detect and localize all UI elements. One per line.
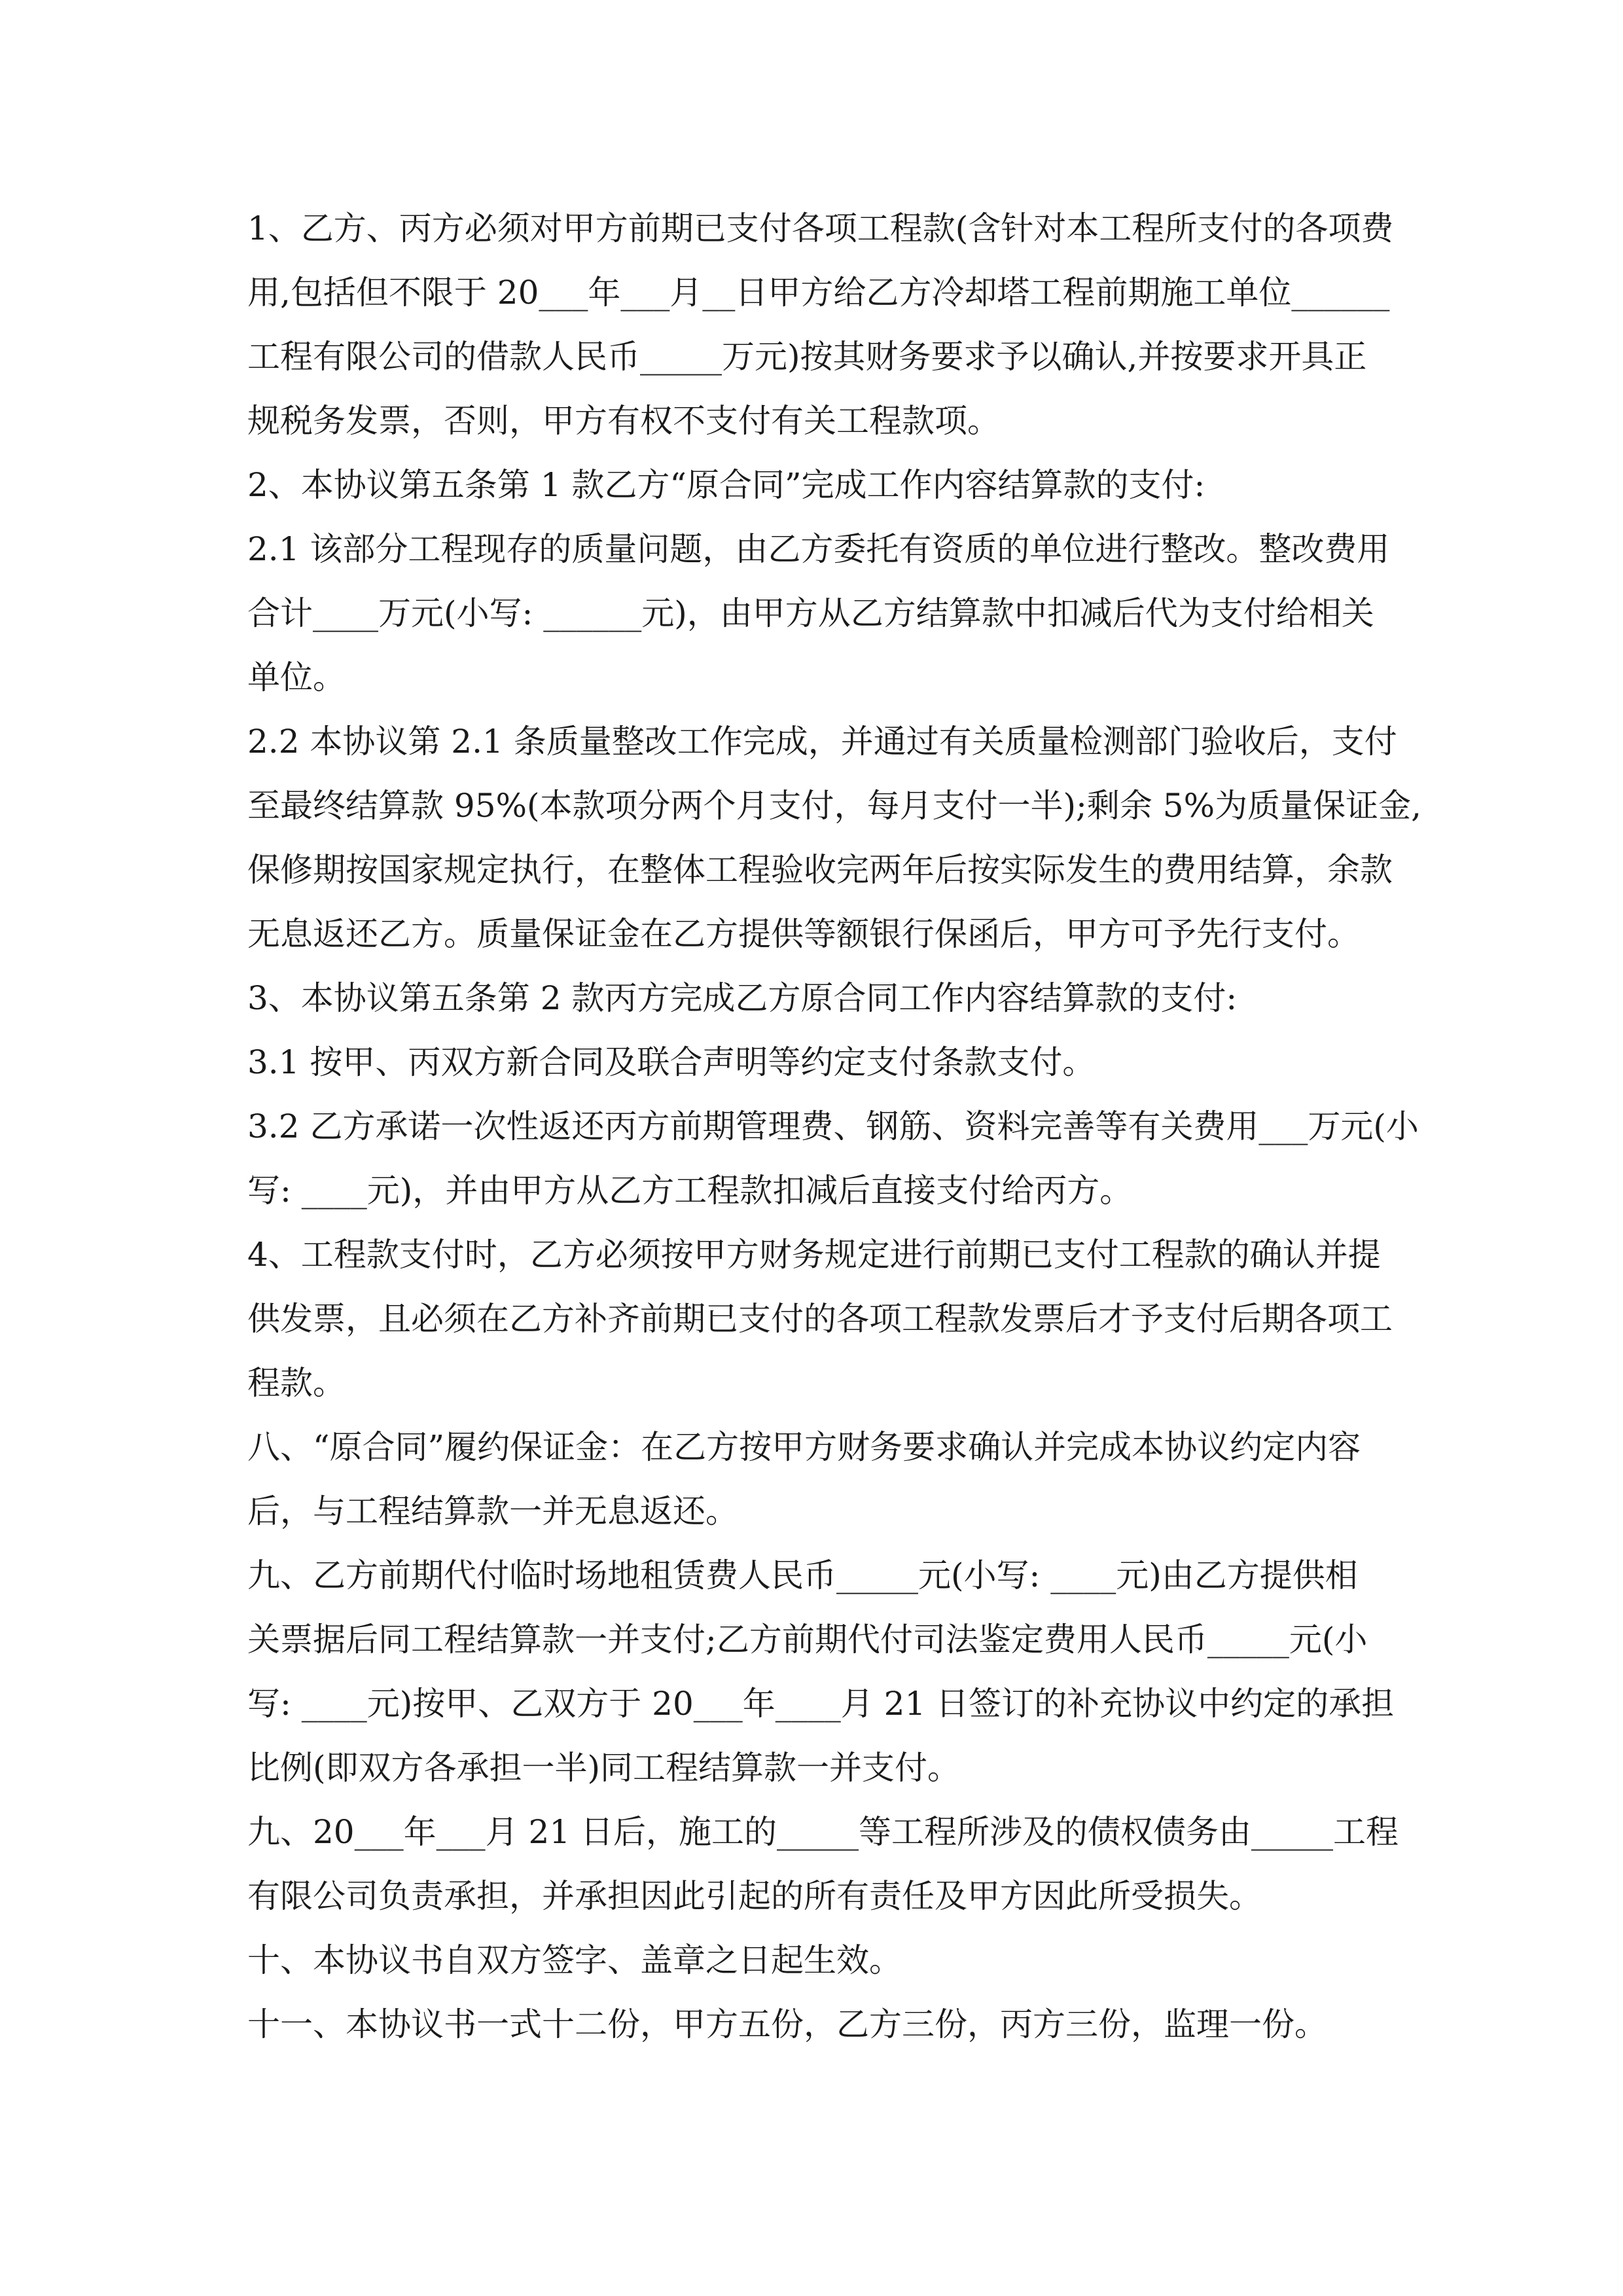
text-line: 2、本协议第五条第 1 款乙方“原合同”完成工作内容结算款的支付:: [247, 466, 1205, 504]
text-line: 写: ____元)按甲、乙双方于 20___年____月 21 日签订的补充协议中约定的承担: [247, 1685, 1395, 1723]
text-line: 2.1 该部分工程现存的质量问题，由乙方委托有资质的单位进行整改。整改费用: [247, 530, 1390, 568]
text-line: 后，与工程结算款一并无息返还。: [247, 1492, 738, 1530]
text-line: 3.2 乙方承诺一次性返还丙方前期管理费、钢筋、资料完善等有关费用___万元(小: [247, 1107, 1419, 1145]
text-line: 单位。: [247, 658, 346, 696]
text-line: 至最终结算款 95%(本款项分两个月支付，每月支付一半);剩余 5%为质量保证金,: [247, 787, 1421, 825]
text-line: 规税务发票，否则，甲方有权不支付有关工程款项。: [247, 402, 1000, 440]
text-line: 供发票，且必须在乙方补齐前期已支付的各项工程款发票后才予支付后期各项工: [247, 1300, 1393, 1338]
text-line: 1、乙方、丙方必须对甲方前期已支付各项工程款(含针对本工程所支付的各项费: [247, 209, 1394, 247]
text-line: 3.1 按甲、丙双方新合同及联合声明等约定支付条款支付。: [247, 1043, 1096, 1081]
text-line: 比例(即双方各承担一半)同工程结算款一并支付。: [247, 1749, 961, 1787]
text-line: 工程有限公司的借款人民币_____万元)按其财务要求予以确认,并按要求开具正: [247, 338, 1367, 376]
text-line: 写: ____元)，并由甲方从乙方工程款扣减后直接支付给丙方。: [247, 1172, 1133, 1210]
text-line: 九、20___年___月 21 日后，施工的_____等工程所涉及的债权债务由_____工程: [247, 1813, 1399, 1851]
text-line: 用,包括但不限于 20___年___月__日甲方给乙方冷却塔工程前期施工单位______: [247, 274, 1390, 312]
text-line: 程款。: [247, 1364, 346, 1402]
text-line: 无息返还乙方。质量保证金在乙方提供等额银行保函后，甲方可予先行支付。: [247, 915, 1360, 953]
text-line: 合计____万元(小写: ______元)，由甲方从乙方结算款中扣减后代为支付给相关: [247, 594, 1374, 632]
text-line: 十、本协议书自双方签字、盖章之日起生效。: [247, 1941, 902, 1979]
text-line: 八、“原合同”履约保证金：在乙方按甲方财务要求确认并完成本协议约定内容: [247, 1428, 1361, 1466]
text-line: 4、工程款支付时，乙方必须按甲方财务规定进行前期已支付工程款的确认并提: [247, 1236, 1381, 1274]
text-line: 保修期按国家规定执行，在整体工程验收完两年后按实际发生的费用结算，余款: [247, 851, 1393, 889]
text-line: 3、本协议第五条第 2 款丙方完成乙方原合同工作内容结算款的支付:: [247, 979, 1238, 1017]
text-line: 十一、本协议书一式十二份，甲方五份，乙方三份，丙方三份，监理一份。: [247, 2005, 1327, 2043]
text-line: 2.2 本协议第 2.1 条质量整改工作完成，并通过有关质量检测部门验收后，支付: [247, 723, 1397, 761]
text-line: 九、乙方前期代付临时场地租赁费人民币_____元(小写: ____元)由乙方提供相: [247, 1556, 1358, 1594]
text-line: 有限公司负责承担，并承担因此引起的所有责任及甲方因此所受损失。: [247, 1877, 1262, 1915]
text-line: 关票据后同工程结算款一并支付;乙方前期代付司法鉴定费用人民币_____元(小: [247, 1621, 1368, 1659]
